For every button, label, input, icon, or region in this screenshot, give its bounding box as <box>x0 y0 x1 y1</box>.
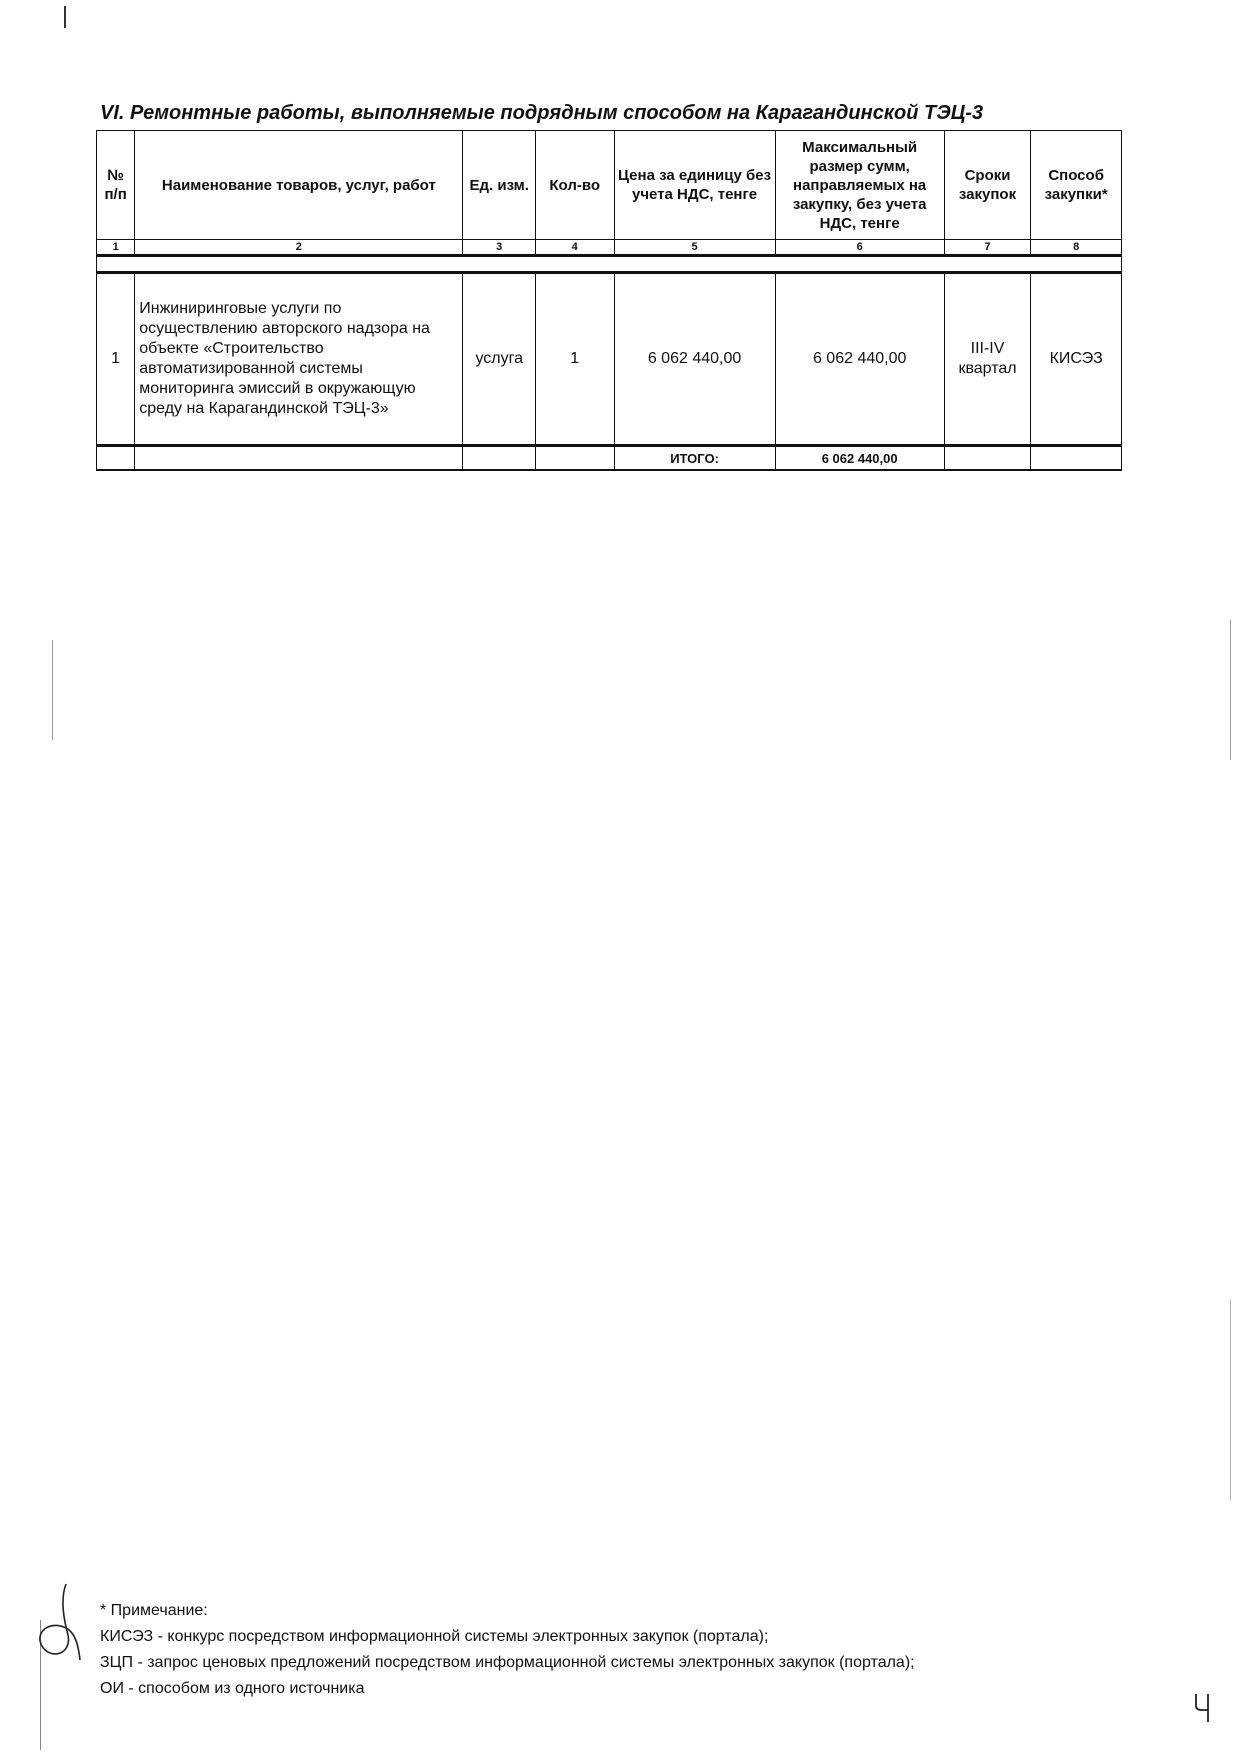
total-empty-cell <box>463 446 535 471</box>
row-qty: 1 <box>535 273 614 446</box>
scan-edge-mark <box>1230 1300 1231 1500</box>
procurement-table <box>96 130 1122 471</box>
header-term: Сроки закупок <box>944 131 1031 240</box>
row-num: 1 <box>97 273 135 446</box>
spacer-cell <box>97 256 1122 273</box>
column-number: 3 <box>463 240 535 256</box>
column-number: 5 <box>614 240 775 256</box>
spacer-row <box>97 256 1122 273</box>
row-unit-price: 6 062 440,00 <box>614 273 775 446</box>
row-method: КИСЭЗ <box>1031 273 1122 446</box>
total-empty-cell <box>97 446 135 471</box>
column-number: 1 <box>97 240 135 256</box>
column-number-row <box>97 240 1122 256</box>
scan-edge-mark <box>1230 620 1231 760</box>
scan-edge-mark <box>52 640 53 740</box>
footnote-title: * Примечание: <box>100 1602 208 1619</box>
table-row <box>97 273 1122 446</box>
total-row <box>97 446 1122 471</box>
page-number-handwritten-icon <box>1192 1692 1216 1724</box>
row-term: III-IV квартал <box>944 273 1031 446</box>
row-max-amount: 6 062 440,00 <box>775 273 944 446</box>
column-number: 6 <box>775 240 944 256</box>
table-header-row <box>97 131 1122 240</box>
footnote <box>100 1598 1100 1702</box>
header-unit-price: Цена за единицу без учета НДС, тенге <box>614 131 775 240</box>
header-num: № п/п <box>97 131 135 240</box>
total-label: ИТОГО: <box>614 446 775 471</box>
header-qty: Кол-во <box>535 131 614 240</box>
total-value: 6 062 440,00 <box>775 446 944 471</box>
row-unit: услуга <box>463 273 535 446</box>
total-empty-cell <box>944 446 1031 471</box>
total-empty-cell <box>1031 446 1122 471</box>
total-empty-cell <box>535 446 614 471</box>
signature-mark-icon <box>30 1580 90 1670</box>
header-max-amount: Максимальный размер сумм, направляемых на закупку, без учета НДС, тенге <box>775 131 944 240</box>
total-empty-cell <box>135 446 463 471</box>
header-name: Наименование товаров, услуг, работ <box>135 131 463 240</box>
column-number: 7 <box>944 240 1031 256</box>
column-number: 4 <box>535 240 614 256</box>
header-method: Способ закупки* <box>1031 131 1122 240</box>
scan-edge-mark <box>64 6 66 28</box>
column-number: 2 <box>135 240 463 256</box>
row-name: Инжиниринговые услуги по осуществлению авторского надзора на объекте «Строительство автоматизированной системы мониторинга эмиссий в окружающую среду на Карагандинской ТЭЦ-3» <box>135 273 463 446</box>
column-number: 8 <box>1031 240 1122 256</box>
footnote-line: ЗЦП - запрос ценовых предложений посредством информационной системы электронных закупок (портала); <box>100 1654 915 1671</box>
footnote-line: ОИ - способом из одного источника <box>100 1680 365 1697</box>
section-title: VI. Ремонтные работы, выполняемые подрядным способом на Карагандинской ТЭЦ-3 <box>100 102 984 124</box>
header-unit: Ед. изм. <box>463 131 535 240</box>
footnote-line: КИСЭЗ - конкурс посредством информационной системы электронных закупок (портала); <box>100 1628 769 1645</box>
